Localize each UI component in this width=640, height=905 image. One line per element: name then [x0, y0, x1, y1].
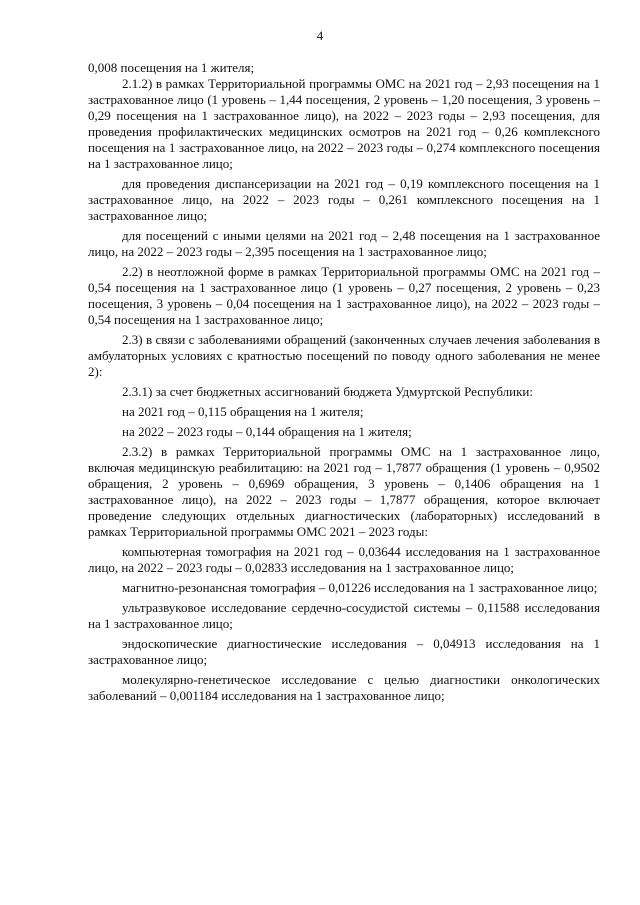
- paragraph: на 2022 – 2023 годы – 0,144 обращения на 1 жителя;: [122, 424, 412, 439]
- paragraph: 0,008 посещения на 1 жителя;: [88, 60, 255, 75]
- paragraph: магнитно-резонансная томография – 0,01226 исследования на 1 застрахованное лицо;: [122, 580, 598, 595]
- paragraph: компьютерная томография на 2021 год – 0,03644 исследования на 1 застрахованное лицо, на 2022 – 2023 годы – 0,02833 исследования на 1 застрахованное лицо;: [88, 544, 600, 575]
- paragraph: на 2021 год – 0,115 обращения на 1 жителя;: [122, 404, 364, 419]
- paragraph: 2.3.1) за счет бюджетных ассигнований бюджета Удмуртской Республики:: [122, 384, 533, 399]
- paragraph: эндоскопические диагностические исследования – 0,04913 исследования на 1 застрахованное лицо;: [88, 636, 600, 667]
- paragraph: ультразвуковое исследование сердечно-сосудистой системы – 0,11588 исследования на 1 застрахованное лицо;: [88, 600, 600, 631]
- paragraph: для проведения диспансеризации на 2021 год – 0,19 комплексного посещения на 1 застрахованное лицо, на 2022 – 2023 годы – 0,261 комплексного посещения на 1 застрахованное лицо;: [88, 176, 600, 223]
- paragraph: молекулярно-генетическое исследование с целью диагностики онкологических заболеваний – 0,001184 исследования на 1 застрахованное лицо;: [88, 672, 600, 703]
- paragraph: 2.1.2) в рамках Территориальной программы ОМС на 2021 год – 2,93 посещения на 1 застрахованное лицо (1 уровень – 1,44 посещения, 2 уровень – 1,20 посещения, 3 уровень – 0,29 посещения на 1 застрахованное лицо), на 2022 – 2023 годы – 2,93 посещения, для проведения профилактических медицинских осмотров на 2021 год – 0,26 комплексного посещения на 1 застрахованное лицо, на 2022 – 2023 годы – 0,274 комплексного посещения на 1 застрахованное лицо;: [88, 76, 600, 171]
- document-body: [88, 60, 600, 704]
- paragraph: 2.2) в неотложной форме в рамках Территориальной программы ОМС на 2021 год – 0,54 посещения на 1 застрахованное лицо (1 уровень – 0,27 посещения, 2 уровень – 0,23 посещения, 3 уровень – 0,04 посещения на 1 застрахованное лицо), на 2022 – 2023 годы – 0,54 посещения на 1 застрахованное лицо;: [88, 264, 600, 327]
- page-number: 4: [316, 28, 324, 43]
- paragraph: 2.3.2) в рамках Территориальной программы ОМС на 1 застрахованное лицо, включая медицинскую реабилитацию: на 2021 год – 1,7877 обращения (1 уровень – 0,9502 обращения, 2 уровень – 0,6969 обращения, 3 уровень – 0,1406 обращения на 1 застрахованное лицо), на 2022 – 2023 годы – 1,7877 обращения, которое включает проведение следующих отдельных диагностических (лабораторных) исследований в рамках Территориальной программы ОМС 2021 – 2023 годы:: [88, 444, 600, 539]
- paragraph: 2.3) в связи с заболеваниями обращений (законченных случаев лечения заболевания в амбулаторных условиях с кратностью посещений по поводу одного заболевания не менее 2):: [88, 332, 600, 379]
- paragraph: для посещений с иными целями на 2021 год – 2,48 посещения на 1 застрахованное лицо, на 2022 – 2023 годы – 2,395 посещения на 1 застрахованное лицо;: [88, 228, 600, 259]
